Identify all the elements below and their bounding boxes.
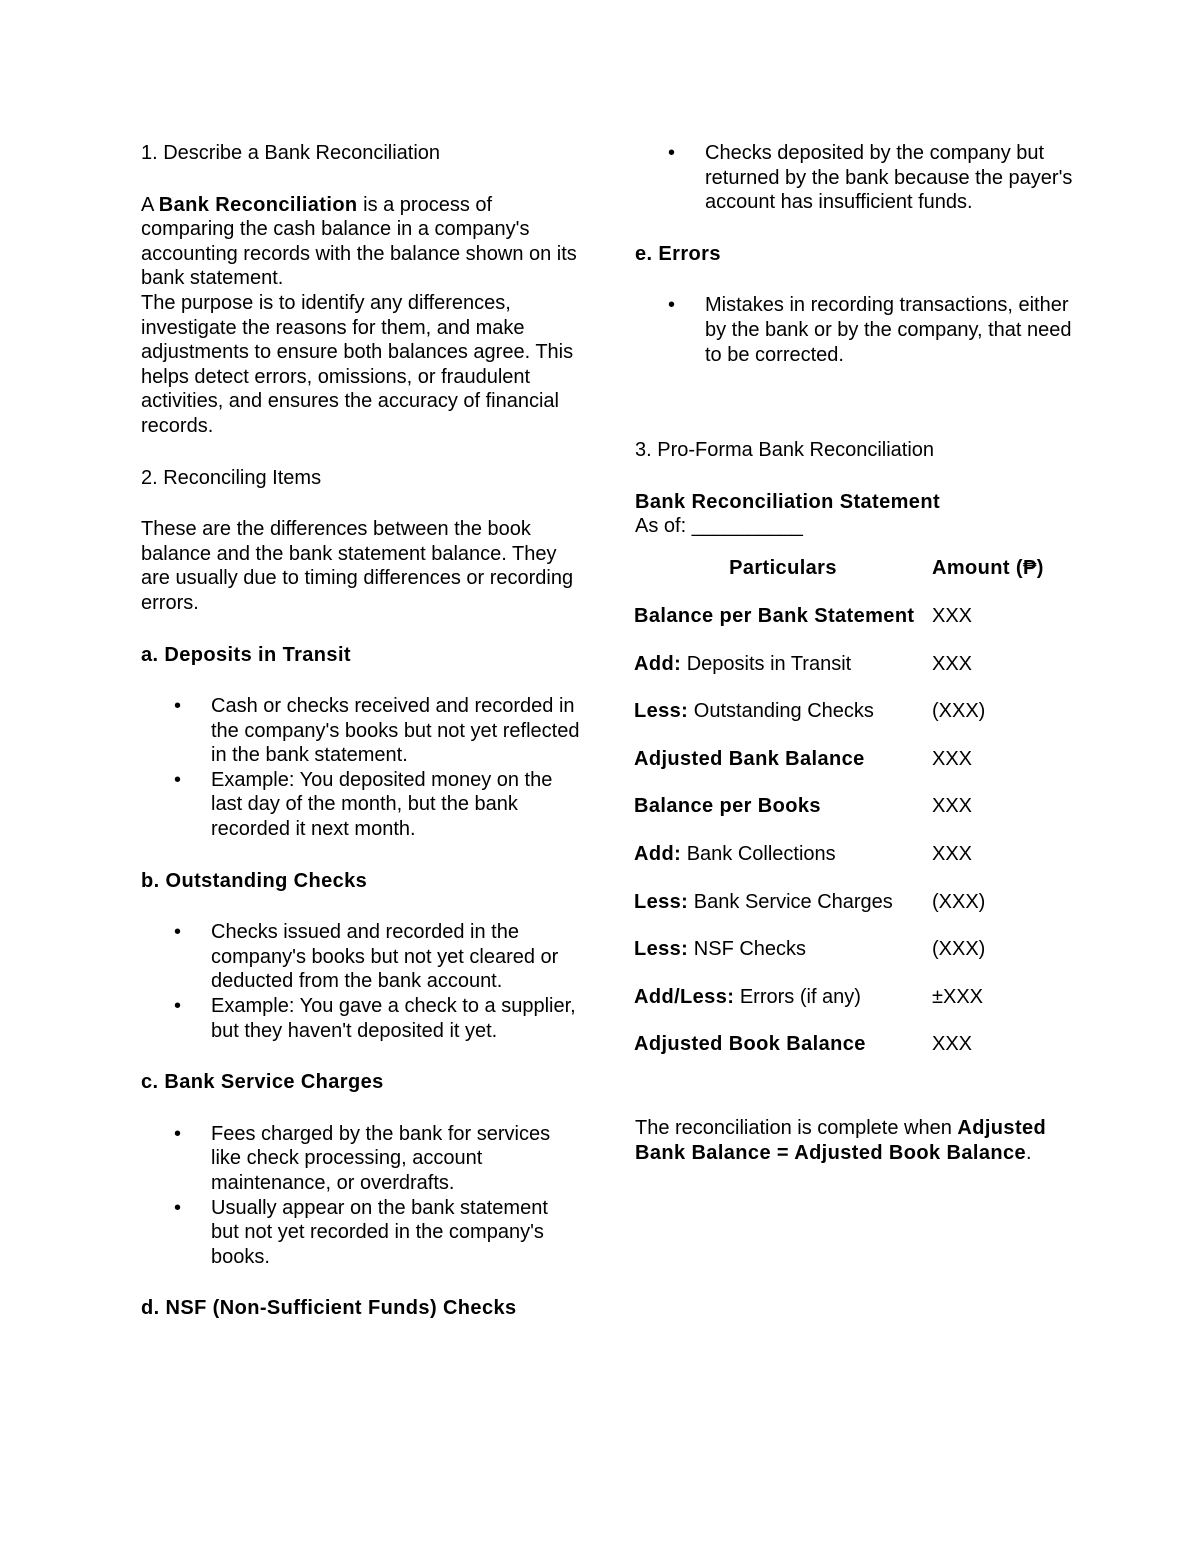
- row-particular: [634, 640, 932, 688]
- bullet-list: [635, 293, 1085, 367]
- section1-title: 1. Describe a Bank Reconciliation: [141, 142, 441, 164]
- row-amount: (XXX): [932, 938, 986, 961]
- bullet-item: • Usually appear on the bank statement but not yet recorded in the company's books.: [141, 1196, 581, 1270]
- item-heading-deposits-in-transit: a. Deposits in Transit: [141, 643, 351, 666]
- bullet-item: • Checks deposited by the company but returned by the bank because the payer's account has insufficient funds.: [635, 141, 1085, 215]
- left-column: [141, 141, 581, 1321]
- bullet-list: [635, 141, 1085, 215]
- column-header-amount: Amount (₱): [932, 557, 1044, 580]
- table-row: [634, 1021, 1082, 1069]
- item-heading-bank-service-charges: c. Bank Service Charges: [141, 1071, 384, 1094]
- bullet-list: [141, 1122, 581, 1270]
- bullet-item: • Checks issued and recorded in the company's books but not yet cleared or deducted from the bank account.: [141, 920, 581, 994]
- row-particular: [634, 783, 932, 831]
- table-row: [634, 878, 1082, 926]
- row-amount: XXX: [932, 605, 973, 628]
- row-label-text: Bank Collections: [681, 843, 836, 865]
- definition-term: Bank Reconciliation: [158, 193, 358, 216]
- item-heading-errors: e. Errors: [635, 242, 721, 265]
- row-particular: [634, 973, 932, 1021]
- bullet-list: [141, 920, 581, 1043]
- section3-title: 3. Pro-Forma Bank Reconciliation: [635, 439, 935, 462]
- table-header-row: [634, 545, 1082, 593]
- row-label-bold: Adjusted Book Balance: [634, 1033, 866, 1056]
- definition-paragraph: [141, 193, 581, 291]
- section2-intro: These are the differences between the book balance and the bank statement balance. They are usually due to timing differences or recording errors.: [141, 518, 574, 614]
- table-row: [634, 973, 1082, 1021]
- row-label-bold: Add:: [634, 652, 682, 675]
- row-amount: XXX: [932, 652, 973, 675]
- item-heading-nsf-checks: d. NSF (Non-Sufficient Funds) Checks: [141, 1297, 517, 1320]
- row-particular: [634, 926, 932, 974]
- row-label-text: Outstanding Checks: [688, 700, 874, 723]
- bullet-item: • Example: You deposited money on the last day of the month, but the bank recorded it next month.: [141, 768, 581, 842]
- row-particular: [634, 593, 932, 641]
- table-row: [634, 735, 1082, 783]
- row-label-text: Errors (if any): [734, 985, 861, 1008]
- table-row: [634, 831, 1082, 879]
- row-particular: [634, 831, 932, 879]
- row-label-bold: Less:: [634, 938, 689, 961]
- row-amount: ±XXX: [932, 985, 983, 1008]
- definition-prefix: A: [141, 193, 159, 216]
- row-amount: XXX: [932, 1033, 973, 1056]
- row-label-bold: Balance per Books: [634, 795, 821, 818]
- row-label-bold: Less:: [634, 700, 689, 723]
- row-label-bold: Less:: [634, 890, 689, 913]
- row-amount: XXX: [932, 747, 973, 770]
- row-label-bold: Balance per Bank Statement: [634, 605, 915, 628]
- row-label-text: Bank Service Charges: [688, 890, 893, 913]
- conclusion-text: The reconciliation is complete when: [635, 1117, 958, 1140]
- definition-text: is a process of comparing the cash balance in a company's accounting records with the balance shown on its bank statement.: [141, 193, 577, 290]
- table-row: [634, 688, 1082, 736]
- row-particular: [634, 735, 932, 783]
- reconciliation-table: [634, 545, 1082, 1069]
- row-label-bold: Add/Less:: [634, 985, 735, 1008]
- item-heading-outstanding-checks: b. Outstanding Checks: [141, 869, 368, 892]
- bullet-item: • Fees charged by the bank for services like check processing, account maintenance, or overdrafts.: [141, 1122, 581, 1196]
- bullet-item: • Example: You gave a check to a supplier, but they haven't deposited it yet.: [141, 994, 581, 1043]
- row-particular: [634, 878, 932, 926]
- row-particular: [634, 1021, 932, 1069]
- row-label-bold: Add:: [634, 843, 682, 865]
- row-label-text: NSF Checks: [688, 938, 807, 961]
- table-row: [634, 640, 1082, 688]
- purpose-paragraph: The purpose is to identify any differences, investigate the reasons for them, and make adjustments to ensure both balances agree. This helps detect errors, omissions, or fraudulent activities, and ensures the accuracy of financial records.: [141, 291, 574, 437]
- row-label-text: Deposits in Transit: [681, 652, 852, 675]
- row-amount: (XXX): [932, 890, 986, 913]
- table-row: [634, 783, 1082, 831]
- conclusion-equation: Adjusted Bank Balance = Adjusted Book Balance: [635, 1117, 1047, 1165]
- conclusion-paragraph: [635, 1116, 1085, 1165]
- bullet-item: • Cash or checks received and recorded in the company's books but not yet reflected in the bank statement.: [141, 694, 581, 768]
- table-row: [634, 926, 1082, 974]
- table-row: [634, 593, 1082, 641]
- conclusion-period: .: [1026, 1142, 1032, 1165]
- section2-title: 2. Reconciling Items: [141, 466, 322, 489]
- bullet-item: • Mistakes in recording transactions, either by the bank or by the company, that need to be corrected.: [635, 293, 1085, 367]
- column-header-particulars: Particulars: [729, 557, 837, 580]
- row-label-bold: Adjusted Bank Balance: [634, 747, 865, 770]
- bullet-list: [141, 694, 581, 842]
- right-column: [635, 141, 1085, 1166]
- row-particular: [634, 688, 932, 736]
- row-amount: XXX: [932, 843, 973, 865]
- as-of-line: As of: __________: [635, 515, 803, 538]
- row-amount: (XXX): [932, 700, 986, 723]
- row-amount: XXX: [932, 795, 973, 818]
- statement-title: Bank Reconciliation Statement: [635, 490, 940, 513]
